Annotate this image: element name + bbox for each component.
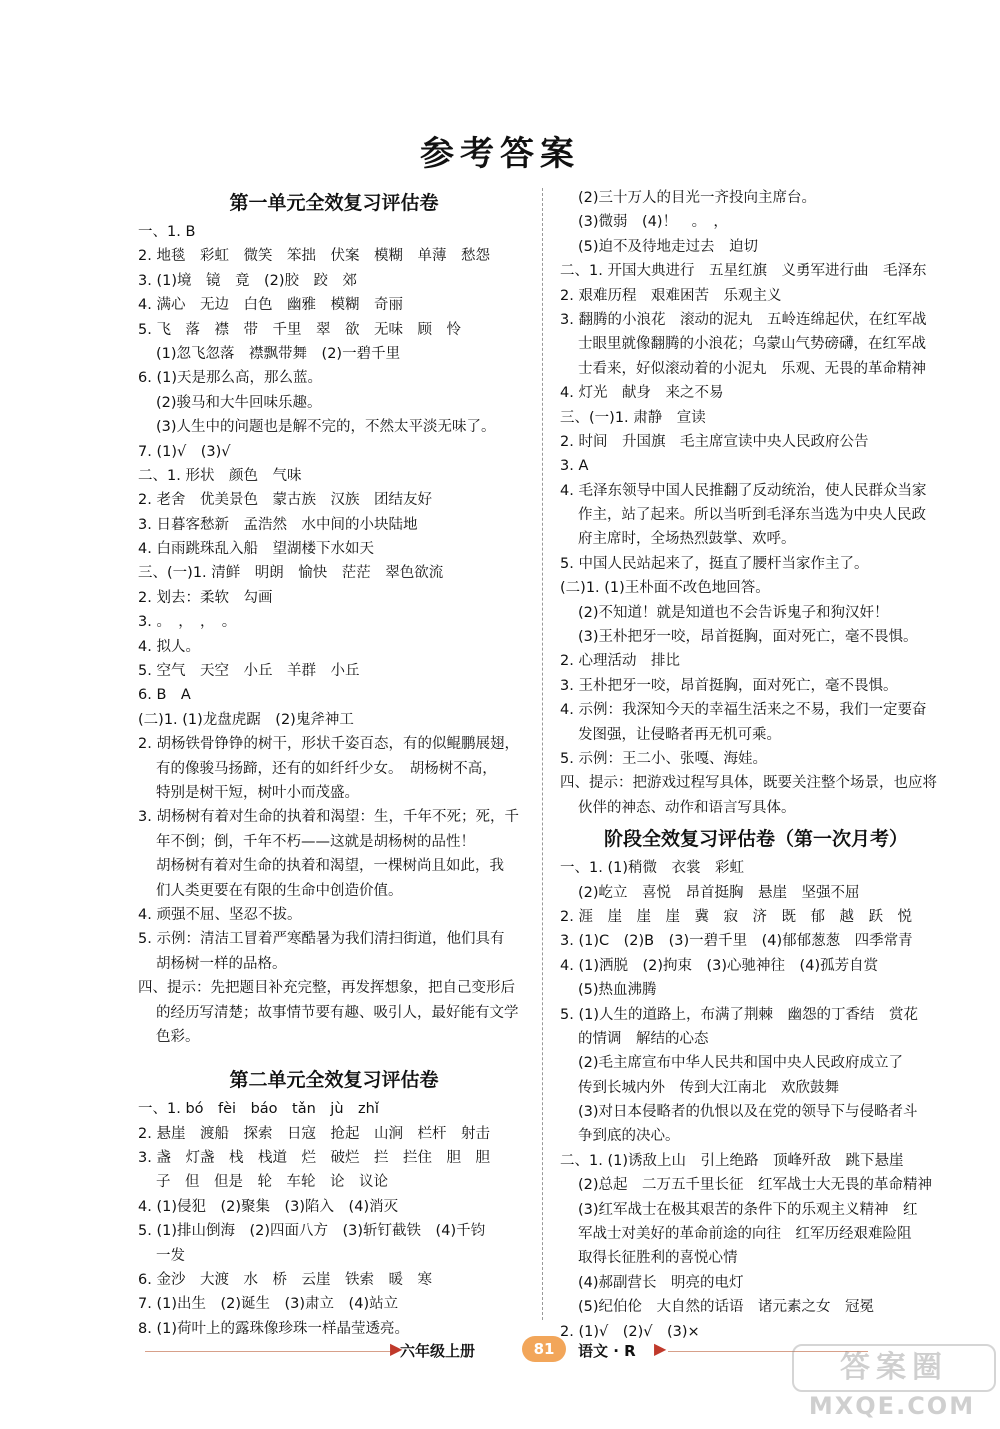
right-column	[560, 186, 952, 1344]
answer-line: 三、(一)1. 清鲜 明朗 愉快 茫茫 翠色欲流	[138, 565, 444, 582]
arrow-right-icon: ▶	[390, 1339, 403, 1358]
answer-line: (1)忽飞忽落 襟飘带舞 (2)一碧千里	[156, 345, 401, 362]
answer-line: 5. 空气 天空 小丘 羊群 小丘	[138, 663, 360, 680]
answer-line: (2)毛主席宣布中华人民共和国中央人民政府成立了	[578, 1055, 904, 1072]
answer-line: 4. 毛泽东领导中国人民推翻了反动统治，使人民群众当家	[560, 482, 927, 499]
section-title-unit2: 第二单元全效复习评估卷	[229, 1069, 439, 1092]
answer-line: 2. 老舍 优美景色 蒙古族 汉族 团结友好	[138, 492, 432, 509]
arrow-right-icon: ▶	[654, 1339, 667, 1358]
answer-line: 2. 悬崖 渡船 探索 日寇 抢起 山涧 栏杆 射击	[138, 1125, 490, 1142]
answer-line: (3)王朴把牙一咬，昂首挺胸，面对死亡，毫不畏惧。	[578, 629, 918, 646]
answer-line: 2. 地毯 彩虹 微笑 笨拙 伏案 模糊 单薄 愁怨	[138, 248, 490, 265]
answer-line: 二、1. 形状 颜色 气味	[138, 467, 302, 484]
answer-line: (二)1. (1)王朴面不改色地回答。	[560, 580, 770, 597]
answer-line: (二)1. (1)龙盘虎踞 (2)鬼斧神工	[138, 711, 354, 728]
answer-list-continued	[560, 186, 952, 820]
answer-line: 的经历写清楚；故事情节要有趣、吸引人，最好能有文学	[156, 1004, 519, 1021]
answer-line: 4. 满心 无边 白色 幽雅 模糊 奇丽	[138, 297, 403, 314]
left-column	[138, 186, 530, 1341]
answer-line: 2. 艰难历程 艰难困苦 乐观主义	[560, 287, 782, 304]
answer-line: 2. 胡杨铁骨铮铮的树干，形状千姿百态，有的似鲲鹏展翅，	[138, 736, 519, 753]
answer-line: 3. (1)C (2)B (3)一碧千里 (4)郁郁葱葱 四季常青	[560, 933, 913, 950]
answer-line: (3)红军战士在极其艰苦的条件下的乐观主义精神 红	[578, 1201, 918, 1218]
section-title-unit1: 第一单元全效复习评估卷	[229, 192, 439, 214]
answer-line: 3. 日暮客愁新 孟浩然 水中间的小块陆地	[138, 516, 418, 533]
answer-line: 一、1. B	[138, 224, 196, 240]
answer-line: 3. 胡杨树有着对生命的执着和渴望：生，千年不死；死，千	[138, 809, 519, 826]
footer-subject: 语文 · R	[578, 1342, 636, 1360]
watermark-url: MXQE.COM	[808, 1392, 976, 1420]
answer-line: (4)郝副营长 明亮的电灯	[578, 1274, 744, 1291]
page-number-badge: 81	[522, 1336, 566, 1362]
answer-line: 6. 金沙 大渡 水 桥 云崖 铁索 暖 寒	[138, 1272, 432, 1289]
answer-list-unit1	[138, 220, 530, 1049]
answer-line: 4. (1)洒脱 (2)拘束 (3)心驰神往 (4)孤芳自赏	[560, 957, 879, 974]
answer-line: 5. 中国人民站起来了，挺直了腰杆当家作主了。	[560, 555, 869, 572]
answer-line: 年不倒；倒，千年不朽——这就是胡杨树的品性！	[156, 833, 475, 850]
answer-line: 士看来，好似滚动着的小泥丸 乐观、无畏的革命精神	[578, 360, 926, 377]
answer-line: 争到底的决心。	[578, 1128, 680, 1145]
answer-line: 4. (1)侵犯 (2)聚集 (3)陷入 (4)消灭	[138, 1198, 399, 1215]
answer-line: (3)对日本侵略者的仇恨以及在党的领导下与侵略者斗	[578, 1104, 918, 1121]
answer-line: 取得长征胜利的喜悦心情	[578, 1250, 738, 1267]
answer-line: 7. (1)出生 (2)诞生 (3)肃立 (4)站立	[138, 1296, 399, 1313]
answer-line: 伙伴的神态、动作和语言写具体。	[578, 799, 796, 816]
answer-line: (2)三十万人的目光一齐投向主席台。	[578, 190, 817, 206]
answer-line: 二、1. (1)诱敌上山 引上绝路 顶峰歼敌 跳下悬崖	[560, 1152, 904, 1169]
watermark	[792, 1344, 992, 1422]
answer-line: 2. 涯 崖 崖 崖 冀 寂 济 既 郁 越 跃 悦	[560, 908, 912, 925]
answer-line: 发图强，让侵略者再无机可乘。	[578, 726, 781, 743]
answer-line: 3. A	[560, 458, 589, 475]
answer-line: 传到长城内外 传到大江南北 欢欣鼓舞	[578, 1079, 839, 1096]
answer-line: 7. (1)√ (3)√	[138, 443, 231, 460]
answer-line: 一、1. bó fèi báo tǎn jù zhǐ	[138, 1101, 379, 1118]
answer-line: 2. 心理活动 排比	[560, 653, 680, 670]
answer-line: 6. B A	[138, 687, 191, 704]
answer-line: (3)人生中的问题也是解不完的，不然太平淡无味了。	[156, 419, 496, 436]
answer-line: 3. (1)境 镜 竟 (2)胶 跤 郊	[138, 272, 358, 289]
answer-line: 4. 示例：我深知今天的幸福生活来之不易，我们一定要奋	[560, 702, 927, 719]
answer-line: (5)纪伯伦 大自然的话语 诸元素之女 冠冕	[578, 1299, 875, 1316]
footer-rule-left	[145, 1351, 393, 1352]
answer-line: 2. 划去：柔软 勾画	[138, 589, 273, 606]
page-title: 参考答案	[420, 134, 580, 174]
answer-line: 2. (1)√ (2)√ (3)×	[560, 1323, 700, 1340]
answer-line: 3. 盏 灯盏 栈 栈道 烂 破烂 拦 拦住 胆 胆	[138, 1150, 490, 1167]
answer-line: 四、提示：把游戏过程写具体，既要关注整个场景，也应将	[560, 775, 937, 792]
answer-line: 3. 翻腾的小浪花 滚动的泥丸 五岭连绵起伏，在红军战	[560, 311, 927, 328]
answer-line: (2)总起 二万五千里长征 红军战士大无畏的革命精神	[578, 1177, 933, 1194]
answer-line: 胡杨树有着对生命的执着和渴望，一棵树尚且如此，我	[156, 858, 504, 875]
answer-line: 军战士对美好的革命前途的向往 红军历经艰难险阻	[578, 1226, 912, 1243]
answer-line: 一、1. (1)稍微 衣裳 彩虹	[560, 860, 744, 877]
answer-line: 特别是树干短，树叶小而茂盛。	[156, 784, 359, 801]
answer-line: 府主席时，全场热烈鼓掌、欢呼。	[578, 531, 796, 548]
answer-line: 的情调 解结的心态	[578, 1030, 709, 1047]
answer-line: 5. (1)人生的道路上，布满了荆棘 幽怨的丁香结 赏花	[560, 1006, 918, 1023]
answer-line: 5. (1)排山倒海 (2)四面八方 (3)斩钉截铁 (4)千钧	[138, 1223, 486, 1240]
answer-line: 有的像骏马扬蹄，还有的如纤纤少女。 胡杨树不高，	[156, 760, 497, 777]
answer-line: (2)不知道！就是知道也不会告诉鬼子和狗汉奸！	[578, 604, 889, 621]
answer-line: 二、1. 开国大典进行 五星红旗 义勇军进行曲 毛泽东	[560, 263, 927, 280]
answer-line: 8. (1)荷叶上的露珠像珍珠一样晶莹透亮。	[138, 1320, 409, 1337]
answer-line: 4. 顽强不屈、坚忍不拔。	[138, 906, 302, 923]
watermark-mark: 答案圈	[792, 1344, 996, 1392]
answer-line: 4. 拟人。	[138, 638, 200, 655]
answer-line: 5. 飞 落 襟 带 千里 翠 欲 无味 顾 怜	[138, 321, 461, 338]
answer-line: 三、(一)1. 肃静 宣读	[560, 409, 706, 426]
answer-list-unit2	[138, 1097, 530, 1341]
answer-line: (5)迫不及待地走过去 迫切	[578, 238, 759, 255]
answer-line: (3)微弱 (4)！ 。 ，	[578, 214, 728, 231]
answer-line: (2)骏马和大牛回味乐趣。	[156, 394, 322, 411]
answer-line: 色彩。	[156, 1028, 200, 1045]
answer-line: (2)屹立 喜悦 昂首挺胸 悬崖 坚强不屈	[578, 884, 860, 901]
answer-line: 子 但 但是 轮 车轮 论 议论	[156, 1174, 388, 1191]
answer-line: 6. (1)天是那么高，那么蓝。	[138, 370, 322, 387]
answer-line: 士眼里就像翻腾的小浪花；乌蒙山气势磅礴，在红军战	[578, 336, 926, 353]
answer-line: 4. 灯光 献身 来之不易	[560, 385, 724, 402]
answer-line: (5)热血沸腾	[578, 982, 657, 999]
answer-line: 作主，站了起来。所以当听到毛泽东当选为中央人民政	[578, 507, 926, 524]
answer-line: 2. 时间 升国旗 毛主席宣读中央人民政府公告	[560, 433, 869, 450]
answer-line: 4. 白雨跳珠乱入船 望湖楼下水如天	[138, 541, 374, 558]
answer-line: 3. 。 ， ， 。	[138, 614, 237, 631]
footer-grade: 六年级上册	[400, 1342, 476, 1360]
answer-line: 们人类更要在有限的生命中创造价值。	[156, 882, 403, 899]
section-title-stage: 阶段全效复习评估卷（第一次月考）	[603, 828, 908, 851]
answer-line: 四、提示：先把题目补充完整，再发挥想象，把自己变形后	[138, 980, 515, 997]
answer-list-stage	[560, 856, 952, 1344]
answer-line: 5. 示例：王二小、张嘎、海娃。	[560, 750, 767, 767]
answer-line: 3. 王朴把牙一咬，昂首挺胸，面对死亡，毫不畏惧。	[560, 677, 898, 694]
answer-line: 胡杨树一样的品格。	[156, 955, 287, 972]
answer-line: 一发	[156, 1247, 185, 1264]
column-divider	[542, 188, 543, 1320]
answer-line: 5. 示例：清洁工冒着严寒酷暑为我们清扫街道，他们具有	[138, 931, 505, 948]
